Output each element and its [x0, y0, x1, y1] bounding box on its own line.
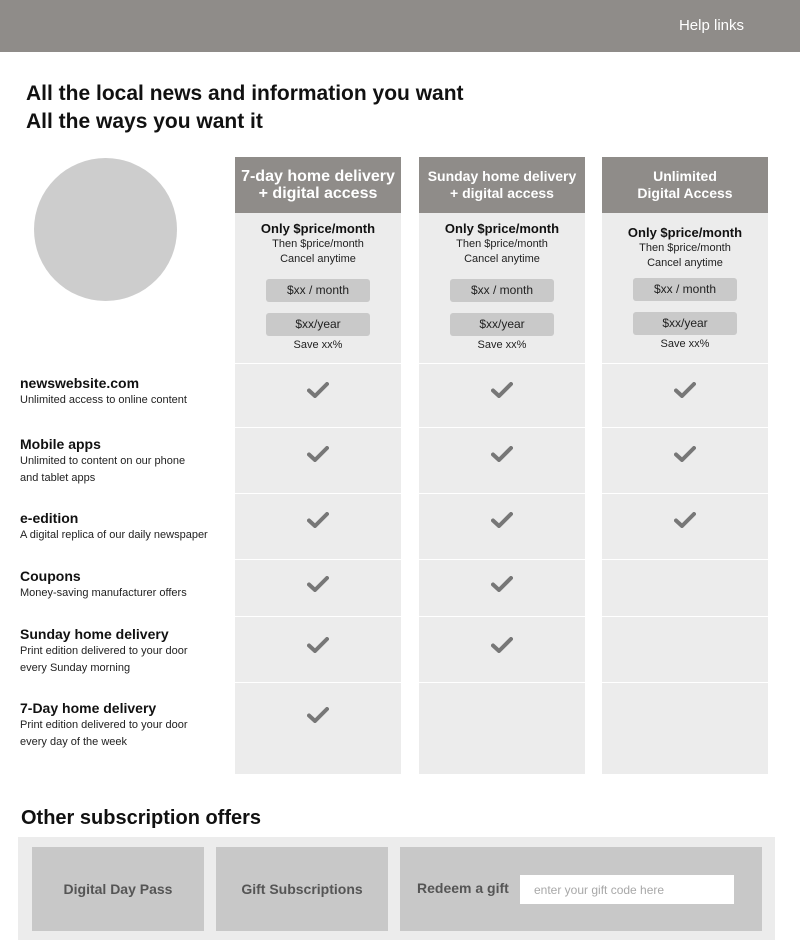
plan-pricing — [419, 213, 585, 364]
plan-price: Only $price/month — [260, 221, 376, 236]
checkmark-icon — [307, 637, 329, 653]
gift-code-input[interactable] — [520, 875, 734, 904]
plan-pricing — [235, 213, 401, 364]
feature-title: Coupons — [20, 568, 81, 584]
yearly-price-button[interactable]: $xx/year — [450, 313, 554, 336]
plan-cancel-note: Cancel anytime — [464, 253, 540, 265]
feature-cell — [602, 683, 768, 774]
plan-then-price: Then $price/month — [639, 242, 731, 254]
feature-cell — [602, 560, 768, 617]
plan-column-digital — [602, 157, 768, 774]
feature-cell — [602, 494, 768, 560]
feature-e-edition — [20, 509, 208, 544]
feature-cell — [235, 364, 401, 428]
headline-line-2: All the ways you want it — [26, 110, 263, 133]
top-bar — [0, 0, 800, 52]
promo-image-placeholder — [34, 158, 177, 301]
monthly-price-button[interactable]: $xx / month — [450, 279, 554, 302]
checkmark-icon — [491, 576, 513, 592]
feature-cell — [419, 683, 585, 774]
plan-then-price: Then $price/month — [456, 238, 548, 250]
headline-line-1: All the local news and information you want — [26, 82, 464, 105]
feature-sunday-delivery — [20, 625, 188, 677]
feature-title: Sunday home delivery — [20, 626, 169, 642]
plan-column-7day — [235, 157, 401, 774]
feature-cell — [419, 617, 585, 683]
feature-cell — [602, 428, 768, 494]
plan-save-note: Save xx% — [477, 339, 527, 351]
checkmark-icon — [491, 512, 513, 528]
checkmark-icon — [307, 576, 329, 592]
checkmark-icon — [491, 637, 513, 653]
feature-desc: Money-saving manufacturer offers — [20, 587, 187, 599]
plan-save-note: Save xx% — [293, 339, 343, 351]
feature-coupons — [20, 567, 187, 602]
plan-pricing — [602, 213, 768, 364]
feature-mobile-apps — [20, 435, 185, 487]
feature-title: e-edition — [20, 510, 79, 526]
checkmark-icon — [307, 446, 329, 462]
page-headline — [26, 80, 464, 136]
plan-title: 7-day home delivery + digital access — [235, 157, 401, 213]
feature-cell — [235, 494, 401, 560]
feature-title: newswebsite.com — [20, 375, 140, 391]
help-links-link[interactable]: Help links — [678, 17, 744, 34]
plan-then-price: Then $price/month — [272, 238, 364, 250]
plan-price: Only $price/month — [444, 221, 560, 236]
plan-column-sunday — [419, 157, 585, 774]
checkmark-icon — [307, 707, 329, 723]
checkmark-icon — [491, 382, 513, 398]
plan-price: Only $price/month — [627, 225, 743, 240]
other-offers-title: Other subscription offers — [21, 807, 262, 829]
plan-title: Unlimited Digital Access — [602, 157, 768, 213]
feature-cell — [235, 428, 401, 494]
redeem-gift-label: Redeem a gift — [417, 880, 509, 896]
feature-cell — [235, 617, 401, 683]
checkmark-icon — [674, 446, 696, 462]
checkmark-icon — [307, 512, 329, 528]
feature-desc: Print edition delivered to your door every day of the week — [20, 719, 188, 748]
feature-desc: Unlimited access to online content — [20, 394, 187, 406]
feature-desc: Print edition delivered to your door every Sunday morning — [20, 645, 188, 674]
feature-title: Mobile apps — [20, 436, 101, 452]
feature-7day-delivery — [20, 699, 188, 751]
gift-subscriptions-button[interactable]: Gift Subscriptions — [216, 847, 388, 931]
feature-cell — [235, 560, 401, 617]
feature-cell — [419, 428, 585, 494]
digital-day-pass-button[interactable]: Digital Day Pass — [32, 847, 204, 931]
feature-cell — [602, 364, 768, 428]
yearly-price-button[interactable]: $xx/year — [633, 312, 737, 335]
checkmark-icon — [491, 446, 513, 462]
feature-cell — [419, 560, 585, 617]
checkmark-icon — [307, 382, 329, 398]
feature-title: 7-Day home delivery — [20, 700, 157, 716]
feature-newswebsite — [20, 374, 187, 409]
plan-cancel-note: Cancel anytime — [647, 257, 723, 269]
feature-desc: A digital replica of our daily newspaper — [20, 529, 208, 541]
checkmark-icon — [674, 382, 696, 398]
plan-save-note: Save xx% — [660, 338, 710, 350]
checkmark-icon — [674, 512, 696, 528]
feature-desc: Unlimited to content on our phone and tablet apps — [20, 455, 186, 484]
feature-cell — [235, 683, 401, 774]
feature-cell — [419, 364, 585, 428]
feature-cell — [419, 494, 585, 560]
yearly-price-button[interactable]: $xx/year — [266, 313, 370, 336]
monthly-price-button[interactable]: $xx / month — [266, 279, 370, 302]
plan-cancel-note: Cancel anytime — [280, 253, 356, 265]
feature-cell — [602, 617, 768, 683]
monthly-price-button[interactable]: $xx / month — [633, 278, 737, 301]
plan-title: Sunday home delivery + digital access — [419, 157, 585, 213]
